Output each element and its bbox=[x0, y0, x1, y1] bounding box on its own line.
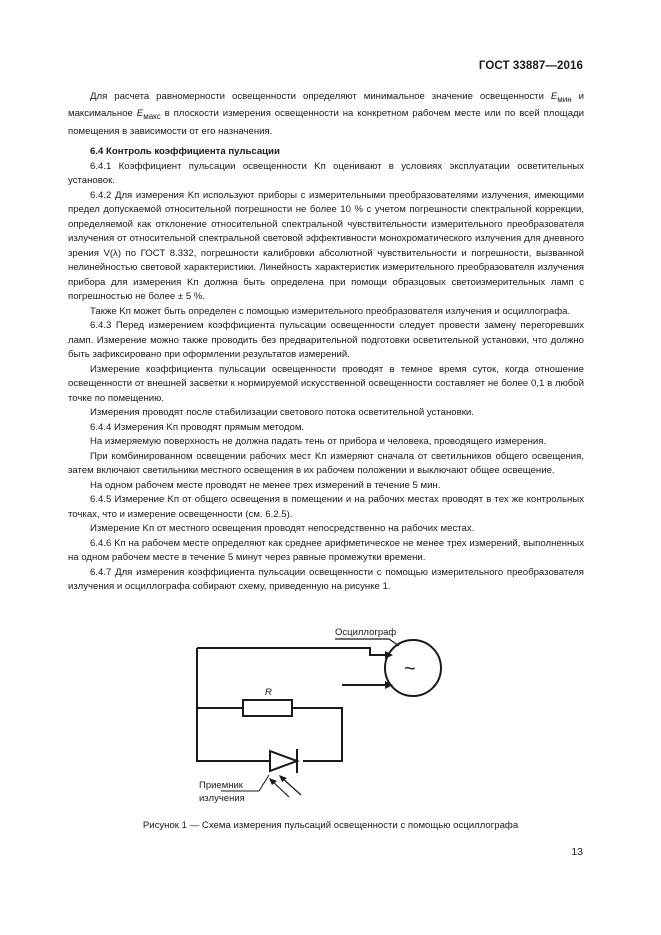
receiver-label-line1: Приемник bbox=[199, 780, 243, 791]
oscilloscope-pointer bbox=[335, 639, 399, 646]
resistor bbox=[243, 700, 292, 716]
figure-caption: Рисунок 1 — Схема измерения пульсаций освещенности с помощью осциллографа bbox=[142, 820, 519, 831]
wire-resistor-right bbox=[292, 708, 342, 761]
section-title: 6.4 Контроль коэффициента пульсации bbox=[90, 146, 280, 158]
paragraph-6-4-3b: Измерение коэффициента пульсации освещенности проводят в темное время суток, когда отношение освещенности от внешней засветки к нормируемой искусственной освещенности составляет не более 0,1 в любой точке по помещению. bbox=[68, 363, 584, 404]
photodiode bbox=[270, 751, 297, 771]
paragraph-6-4-4c: При комбинированном освещении рабочих мест Kп измеряют сначала от светильников общего освещения, затем включают светильники местного освещения в их рабочем положении и выключают общее освещение. bbox=[68, 450, 584, 477]
paragraph-6-4-4d: На одном рабочем месте проводят не менее трех измерений в течение 5 мин. bbox=[90, 479, 441, 491]
paragraph-6-4-3c: Измерения проводят после стабилизации светового потока осветительной установки. bbox=[90, 407, 474, 419]
paragraph-6-4-4b: На измеряемую поверхность не должна падать тень от прибора и человека, проводящего измерения. bbox=[90, 436, 547, 448]
paragraph-6-4-5: 6.4.5 Измерение Kп от общего освещения в помещении и на рабочих местах проводят в тех же контрольных точках, что и измерение освещенности (см. 6.2.5). bbox=[68, 494, 584, 520]
document-body bbox=[68, 90, 584, 595]
paragraph-6-4-1: 6.4.1 Коэффициент пульсации освещенности Kп оценивают в условиях эксплуатации осветительных установок. bbox=[68, 160, 584, 187]
paragraph-6-4-6: 6.4.6 Kп на рабочем месте определяют как среднее арифметическое не менее трех измерений, выполненных на одном рабочем месте в течение 5 минут через равные промежутки времени. bbox=[68, 537, 584, 564]
oscilloscope-label: Осциллограф bbox=[335, 627, 397, 638]
oscilloscope-symbol: ~ bbox=[404, 658, 416, 680]
standard-number: ГОСТ 33887—2016 bbox=[478, 60, 583, 72]
paragraph-6-4-2b: Также Kп может быть определен с помощью измерительного преобразователя излучения и осциллографа. bbox=[90, 305, 571, 317]
paragraph-6-4-7: 6.4.7 Для измерения коэффициента пульсации освещенности с помощью измерительного преобразователя излучения и осциллографа собирают схему, приведенную на рисунке 1. bbox=[68, 566, 584, 593]
paragraph-intro: Для расчета равномерности освещенности определяют минимальное значение освещенности $E_{мин}$ и максимальное $E_{макс}$ в плоскости измерения освещенности на конкретном рабочем месте или по всей площади помещения в зависимости от его назначения. bbox=[68, 91, 584, 137]
paragraph-6-4-5b: Измерение Kп от местного освещения проводят непосредственно на рабочих местах. bbox=[90, 523, 475, 535]
wire-top bbox=[197, 648, 385, 655]
resistor-label: R bbox=[265, 687, 272, 698]
receiver-label-line2: излучения bbox=[199, 793, 245, 804]
paragraph-6-4-2: 6.4.2 Для измерения Kп используют приборы с измерительными преобразователями излучения, имеющими предел допускаемой относительной погрешности не более 10 % с учетом погрешности спектральной коррекции, определяемой как отклонение относительной спектральной чувствительности измерительного преобразователя излучения от относительной спектральной световой эффективности монохроматического излучения для дневного зрения V(λ) по ГОСТ 8.332, погрешности калибровки абсолютной чувствительности и погрешности, вызванной нелинейностью световой характеристики. Линейность характеристик измерительного преобразователя излучения прибора для измерения Kп должна быть определена при помощи образцовых светоизмерительных ламп с погрешностью не более ± 5 %. bbox=[68, 189, 584, 303]
measurement-circuit-diagram bbox=[185, 615, 475, 805]
paragraph-6-4-4: 6.4.4 Измерения Kп проводят прямым методом. bbox=[90, 421, 305, 433]
paragraph-6-4-3: 6.4.3 Перед измерением коэффициента пульсации освещенности следует провести замену перегоревших ламп. Измерение можно также проводить без предварительной подготовки осветительной установки, что должно быть зафиксировано при оформлении результатов измерений. bbox=[68, 320, 584, 361]
page-number: 13 bbox=[571, 846, 583, 858]
